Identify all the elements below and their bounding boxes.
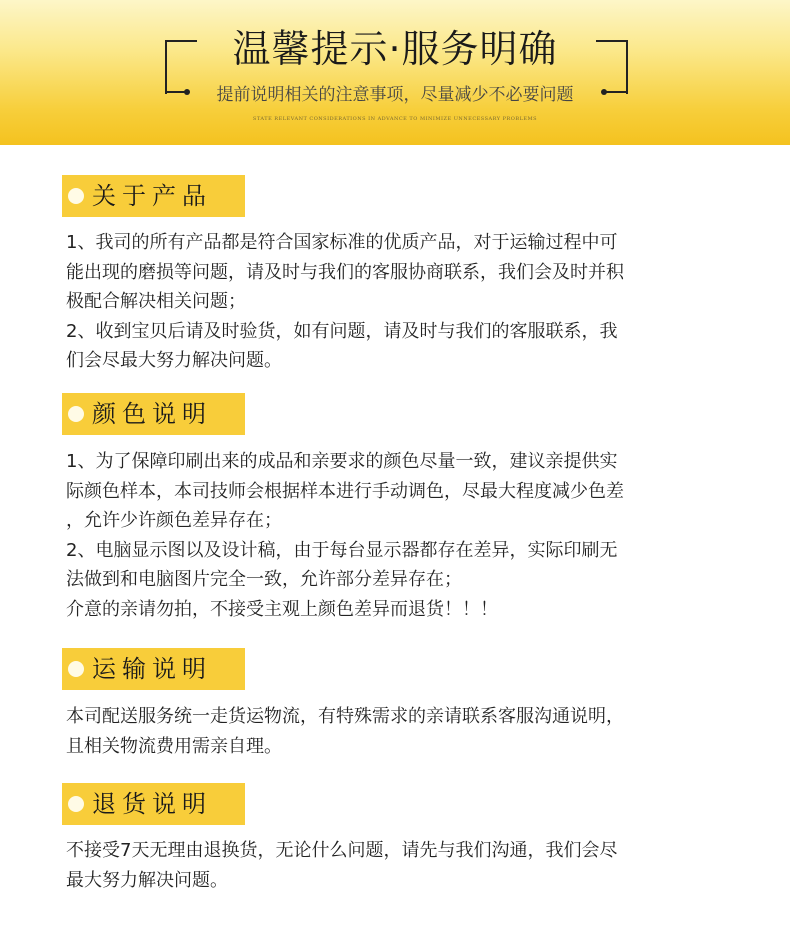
section-title: 颜色说明: [92, 400, 212, 428]
bullet-circle-icon: [68, 406, 84, 422]
paragraph-line: 2、收到宝贝后请及时验货，如有问题，请及时与我们的客服联系，我: [66, 320, 618, 342]
paragraph-line: 2、电脑显示图以及设计稿，由于每台显示器都存在差异，实际印刷无: [66, 539, 618, 561]
paragraph-line: ，允许少许颜色差异存在；: [66, 510, 282, 531]
section-header-color: [62, 393, 245, 435]
paragraph-line: 且相关物流费用需亲自理。: [66, 735, 282, 757]
paragraph-line: 不接受7天无理由退换货，无论什么问题，请先与我们沟通，我们会尽: [66, 840, 618, 861]
banner-title: 温馨提示·服务明确: [232, 27, 558, 71]
section-title: 运输说明: [92, 655, 212, 683]
section-body-product: [66, 228, 746, 376]
section-title: 退货说明: [92, 790, 212, 818]
header-banner: [0, 0, 790, 145]
bullet-circle-icon: [68, 188, 84, 204]
paragraph-line: 1、我司的所有产品都是符合国家标准的优质产品，对于运输过程中可: [66, 232, 618, 253]
paragraph-line: 能出现的磨损等问题，请及时与我们的客服协商联系，我们会及时并积: [66, 261, 624, 283]
section-header-returns: [62, 783, 245, 825]
section-title: 关于产品: [92, 182, 212, 210]
section-body-returns: [66, 836, 746, 895]
section-body-shipping: [66, 702, 746, 761]
paragraph-line: 极配合解决相关问题；: [66, 291, 246, 312]
section-header-product: [62, 175, 245, 217]
paragraph-line: 本司配送服务统一走货运物流，有特殊需求的亲请联系客服沟通说明，: [66, 706, 624, 727]
banner-english-caption: STATE RELEVANT CONSIDERATIONS IN ADVANCE TO MINIMIZE UNNECESSARY PROBLEMS: [252, 116, 538, 122]
banner-subtitle: 提前说明相关的注意事项，尽量减少不必要问题: [216, 85, 574, 105]
paragraph-line: 法做到和电脑图片完全一致，允许部分差异存在；: [66, 569, 462, 590]
paragraph-line: 最大努力解决问题。: [66, 869, 228, 891]
paragraph-line: 1、为了保障印刷出来的成品和亲要求的颜色尽量一致，建议亲提供实: [66, 451, 618, 472]
bullet-circle-icon: [68, 661, 84, 677]
section-body-color: [66, 447, 746, 624]
paragraph-line: 们会尽最大努力解决问题。: [66, 350, 282, 371]
section-header-shipping: [62, 648, 245, 690]
paragraph-line: 介意的亲请勿拍，不接受主观上颜色差异而退货！！！: [66, 598, 498, 620]
paragraph-line: 际颜色样本，本司技师会根据样本进行手动调色，尽最大程度减少色差: [66, 480, 624, 502]
bullet-circle-icon: [68, 796, 84, 812]
